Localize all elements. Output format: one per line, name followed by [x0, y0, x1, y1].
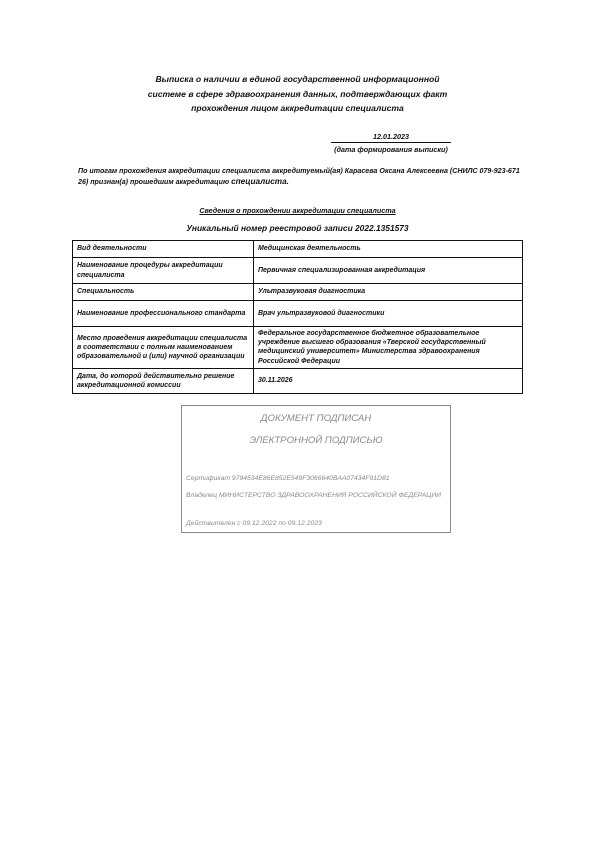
row-label: Место проведения аккредитации специалиста в соответствии с полным наименованием образовательной и (или) научной организации	[73, 327, 254, 369]
row-label: Наименование профессионального стандарта	[73, 301, 254, 327]
result-text-suffix: специалиста.	[231, 176, 289, 186]
stamp-owner: Владелец МИНИСТЕРСТВО ЗДРАВООХРАНЕНИЯ РОССИЙСКОЙ ФЕДЕРАЦИИ	[186, 492, 441, 499]
section-title: Сведения о прохождении аккредитации специалиста	[199, 206, 396, 215]
extract-date: 12.01.2023	[331, 132, 451, 143]
table-row	[73, 284, 523, 301]
stamp-validity: Действителен с 09.12.2022 по 09.12.2023	[186, 520, 322, 527]
row-value: Федеральное государственное бюджетное образовательное учреждение высшего образования «Тверской государственный медицинский университет» Министерства здравоохранения Российской Федерации	[254, 327, 523, 369]
title-line-1: Выписка о наличии в единой государственной информационной	[155, 74, 440, 84]
title-line-2: системе в сфере здравоохранения данных, подтверждающих факт	[147, 88, 448, 99]
table-row	[73, 327, 523, 369]
document-title	[0, 72, 595, 116]
table-row	[73, 368, 523, 393]
row-label: Специальность	[73, 284, 254, 301]
title-line-3: прохождения лицом аккредитации специалиста	[191, 103, 404, 113]
stamp-title-line-1: ДОКУМЕНТ ПОДПИСАН	[260, 413, 372, 424]
table-row	[73, 241, 523, 258]
extract-date-caption: (дата формирования выписки)	[334, 145, 448, 154]
row-value: Ультразвуковая диагностика	[254, 284, 523, 301]
registry-number: Уникальный номер реестровой записи 2022.1351573	[186, 223, 409, 233]
row-label: Вид деятельности	[73, 241, 254, 258]
row-value: Первичная специализированная аккредитация	[254, 258, 523, 284]
row-value: 30.11.2026	[254, 368, 523, 393]
stamp-title-line-2: ЭЛЕКТРОННОЙ ПОДПИСЬЮ	[249, 435, 383, 446]
accreditation-result-text	[78, 166, 523, 187]
row-label: Дата, до которой действительно решение аккредитационной комиссии	[73, 368, 254, 393]
row-label: Наименование процедуры аккредитации специалиста	[73, 258, 254, 284]
electronic-signature-stamp	[181, 405, 451, 533]
row-value: Медицинская деятельность	[254, 241, 523, 258]
result-text-body: По итогам прохождения аккредитации специалиста аккредитуемый(ая) Карасева Оксана Алексеевна (СНИЛС 079-923-671 26) признан(а) прошедшим аккредитацию	[78, 167, 520, 186]
accreditation-info-table	[72, 240, 523, 394]
stamp-certificate: Сертификат 9794534E86E852E549F3066640BAA07434F91D81	[186, 475, 390, 482]
table-row	[73, 301, 523, 327]
table-row	[73, 258, 523, 284]
date-block	[331, 132, 451, 155]
row-value: Врач ультразвуковой диагностики	[254, 301, 523, 327]
